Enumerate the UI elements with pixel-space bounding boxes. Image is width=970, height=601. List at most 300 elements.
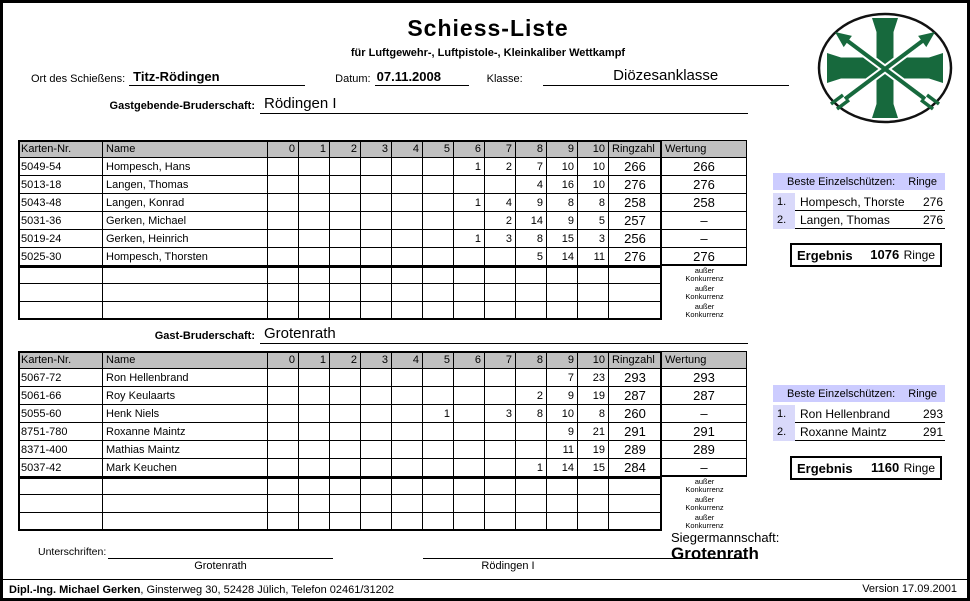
shot-cell[interactable]: [392, 441, 423, 459]
page-subtitle: für Luftgewehr-, Luftpistole-, Kleinkaliber Wettkampf: [350, 47, 626, 59]
klasse-label: Klasse:: [486, 73, 523, 85]
table-row: [18, 194, 747, 212]
shot-cell[interactable]: [454, 284, 485, 302]
shot-cell[interactable]: [516, 477, 547, 495]
shot-cell[interactable]: [361, 459, 392, 477]
shot-cell[interactable]: [330, 441, 361, 459]
shot-cell[interactable]: [361, 230, 392, 248]
shot-cell[interactable]: [516, 284, 547, 302]
shot-cell[interactable]: [268, 369, 299, 387]
shot-cell[interactable]: 2: [485, 158, 516, 176]
header-cell-score: 7: [485, 351, 516, 369]
shot-cell[interactable]: [485, 284, 516, 302]
shot-cell[interactable]: 15: [578, 459, 609, 477]
shot-cell[interactable]: [392, 477, 423, 495]
shot-cell[interactable]: [454, 441, 485, 459]
karten-cell[interactable]: [18, 477, 103, 495]
shot-cell[interactable]: [454, 513, 485, 531]
shot-cell[interactable]: [423, 284, 454, 302]
shot-cell[interactable]: [392, 248, 423, 266]
shot-cell[interactable]: 15: [547, 230, 578, 248]
shot-cell[interactable]: 1: [454, 158, 485, 176]
header-cell-score: 1: [299, 140, 330, 158]
table-row: [18, 441, 747, 459]
shot-cell[interactable]: [330, 495, 361, 513]
shot-cell[interactable]: [454, 266, 485, 284]
shot-cell[interactable]: [454, 369, 485, 387]
shot-cell[interactable]: [330, 230, 361, 248]
name-cell[interactable]: Roy Keulaarts: [103, 387, 268, 405]
shot-cell[interactable]: 10: [578, 158, 609, 176]
shot-cell[interactable]: 5: [578, 212, 609, 230]
shot-cell[interactable]: [485, 302, 516, 320]
shot-cell[interactable]: [392, 423, 423, 441]
table-row: [18, 423, 747, 441]
table-empty-row: [18, 477, 747, 495]
shot-cell[interactable]: [268, 248, 299, 266]
ergebnis-unit: Ringe: [903, 248, 935, 262]
name-cell[interactable]: Hompesch, Thorsten: [103, 248, 268, 266]
ringzahl-cell: 291: [609, 423, 662, 441]
shot-cell[interactable]: 14: [516, 212, 547, 230]
shot-cell[interactable]: [423, 302, 454, 320]
shot-cell[interactable]: 19: [578, 441, 609, 459]
shot-cell[interactable]: [392, 302, 423, 320]
shot-cell[interactable]: [423, 423, 454, 441]
shot-cell[interactable]: [299, 248, 330, 266]
shot-cell[interactable]: 16: [547, 176, 578, 194]
shot-cell[interactable]: [299, 441, 330, 459]
shot-cell[interactable]: [578, 302, 609, 320]
shot-cell[interactable]: [392, 266, 423, 284]
shot-cell[interactable]: [361, 477, 392, 495]
header-cell-score: 8: [516, 140, 547, 158]
shot-cell[interactable]: 7: [516, 158, 547, 176]
karten-cell[interactable]: 5049-54: [18, 158, 103, 176]
name-cell[interactable]: [103, 284, 268, 302]
shot-cell[interactable]: [516, 423, 547, 441]
shot-cell[interactable]: 8: [578, 405, 609, 423]
shot-cell[interactable]: [330, 266, 361, 284]
shot-cell[interactable]: [454, 459, 485, 477]
shot-cell[interactable]: [299, 513, 330, 531]
wertung-cell: –: [662, 230, 747, 248]
shot-cell[interactable]: [330, 212, 361, 230]
best-shooter-row: [773, 193, 945, 211]
header-cell-score: 5: [423, 351, 454, 369]
shot-cell[interactable]: [516, 266, 547, 284]
name-cell[interactable]: Gerken, Heinrich: [103, 230, 268, 248]
shot-cell[interactable]: [268, 194, 299, 212]
shot-cell[interactable]: [454, 477, 485, 495]
signature-line-right[interactable]: [423, 544, 748, 559]
shot-cell[interactable]: [392, 230, 423, 248]
shot-cell[interactable]: [423, 369, 454, 387]
name-cell[interactable]: Roxanne Maintz: [103, 423, 268, 441]
shot-cell[interactable]: 9: [547, 387, 578, 405]
shot-cell[interactable]: [361, 387, 392, 405]
header-field-row: [31, 67, 796, 86]
ringzahl-cell: 287: [609, 387, 662, 405]
karten-cell[interactable]: 5055-60: [18, 405, 103, 423]
shot-cell[interactable]: 1: [454, 194, 485, 212]
shot-cell[interactable]: [423, 230, 454, 248]
shot-cell[interactable]: 3: [485, 230, 516, 248]
shot-cell[interactable]: [485, 176, 516, 194]
shot-cell[interactable]: [330, 423, 361, 441]
karten-cell[interactable]: 5043-48: [18, 194, 103, 212]
karten-cell[interactable]: 5037-42: [18, 459, 103, 477]
shot-cell[interactable]: 8: [516, 230, 547, 248]
shot-cell[interactable]: [423, 495, 454, 513]
shot-cell[interactable]: [361, 405, 392, 423]
siegermannschaft-value: Grotenrath: [671, 544, 759, 563]
shot-cell[interactable]: [361, 248, 392, 266]
shot-cell[interactable]: [299, 176, 330, 194]
shot-cell[interactable]: [454, 405, 485, 423]
shot-cell[interactable]: [485, 369, 516, 387]
shot-cell[interactable]: 3: [578, 230, 609, 248]
ort-field[interactable]: Titz-Rödingen: [129, 69, 305, 86]
shot-cell[interactable]: 9: [547, 423, 578, 441]
shot-cell[interactable]: [268, 387, 299, 405]
shot-cell[interactable]: [330, 459, 361, 477]
shot-cell[interactable]: 4: [516, 176, 547, 194]
shot-cell[interactable]: [423, 158, 454, 176]
header-cell-score: 6: [454, 140, 485, 158]
best-shooters-panel-guest: [773, 385, 945, 441]
shot-cell[interactable]: [392, 212, 423, 230]
shot-cell[interactable]: [485, 495, 516, 513]
shot-cell[interactable]: [299, 495, 330, 513]
shot-cell[interactable]: [330, 369, 361, 387]
ausser-konkurrenz-note: außer Konkurrenz: [685, 495, 724, 512]
shot-cell[interactable]: [361, 176, 392, 194]
header-cell-karten-nr: Karten-Nr.: [18, 140, 103, 158]
shot-cell[interactable]: [454, 302, 485, 320]
shot-cell[interactable]: [578, 513, 609, 531]
shot-cell[interactable]: [361, 302, 392, 320]
shot-cell[interactable]: [299, 459, 330, 477]
shot-cell[interactable]: [547, 513, 578, 531]
ergebnis-value: 1076: [870, 247, 900, 262]
shot-cell[interactable]: 23: [578, 369, 609, 387]
shot-cell[interactable]: [330, 387, 361, 405]
name-cell[interactable]: [103, 266, 268, 284]
shot-cell[interactable]: [485, 477, 516, 495]
shot-cell[interactable]: 14: [547, 459, 578, 477]
datum-label: Datum:: [335, 73, 371, 85]
shot-cell[interactable]: [392, 459, 423, 477]
best-title: Beste Einzelschützen:: [787, 175, 896, 188]
shot-cell[interactable]: [516, 369, 547, 387]
shot-cell[interactable]: [361, 212, 392, 230]
shot-cell[interactable]: 10: [578, 176, 609, 194]
shot-cell[interactable]: 2: [485, 212, 516, 230]
shot-cell[interactable]: [299, 477, 330, 495]
header-cell-score: 5: [423, 140, 454, 158]
shot-cell[interactable]: [423, 459, 454, 477]
shot-cell[interactable]: 8: [547, 194, 578, 212]
shot-cell[interactable]: 7: [547, 369, 578, 387]
shot-cell[interactable]: [454, 387, 485, 405]
shot-cell[interactable]: [268, 302, 299, 320]
shot-cell[interactable]: [454, 176, 485, 194]
karten-cell[interactable]: 5013-18: [18, 176, 103, 194]
shot-cell[interactable]: [330, 477, 361, 495]
shot-cell[interactable]: [361, 441, 392, 459]
shot-cell[interactable]: [547, 477, 578, 495]
datum-field[interactable]: 07.11.2008: [375, 69, 469, 86]
shot-cell[interactable]: [485, 513, 516, 531]
shot-cell[interactable]: [454, 423, 485, 441]
shot-cell[interactable]: 1: [516, 459, 547, 477]
shot-cell[interactable]: [392, 369, 423, 387]
signature-caption-right: Rödingen I: [481, 560, 535, 572]
shot-cell[interactable]: [361, 495, 392, 513]
shot-cell[interactable]: 1: [454, 230, 485, 248]
karten-cell[interactable]: 8751-780: [18, 423, 103, 441]
shot-cell[interactable]: [330, 513, 361, 531]
shot-cell[interactable]: [268, 405, 299, 423]
shot-cell[interactable]: [392, 284, 423, 302]
shot-cell[interactable]: [485, 387, 516, 405]
name-cell[interactable]: Henk Niels: [103, 405, 268, 423]
shot-cell[interactable]: [299, 194, 330, 212]
shot-cell[interactable]: [516, 441, 547, 459]
shot-cell[interactable]: [516, 513, 547, 531]
shot-cell[interactable]: [423, 248, 454, 266]
shot-cell[interactable]: [392, 158, 423, 176]
shot-cell[interactable]: [268, 176, 299, 194]
shot-cell[interactable]: [330, 176, 361, 194]
shot-cell[interactable]: [330, 405, 361, 423]
shot-cell[interactable]: [547, 302, 578, 320]
shot-cell[interactable]: 10: [547, 158, 578, 176]
shot-cell[interactable]: [299, 369, 330, 387]
footer-divider: [3, 579, 970, 580]
best-ringe-label: Ringe: [908, 175, 937, 188]
signature-line-left[interactable]: [108, 544, 333, 559]
shot-cell[interactable]: 14: [547, 248, 578, 266]
shot-cell[interactable]: [547, 284, 578, 302]
karten-cell[interactable]: 5019-24: [18, 230, 103, 248]
shot-cell[interactable]: [299, 230, 330, 248]
shot-cell[interactable]: [547, 266, 578, 284]
guest-section-row: [18, 325, 748, 344]
shot-cell[interactable]: [268, 513, 299, 531]
shot-cell[interactable]: 3: [485, 405, 516, 423]
page-title: Schiess-Liste: [407, 15, 569, 41]
karten-cell[interactable]: 5061-66: [18, 387, 103, 405]
name-cell[interactable]: [103, 477, 268, 495]
shot-cell[interactable]: [299, 423, 330, 441]
shot-cell[interactable]: 4: [485, 194, 516, 212]
shot-cell[interactable]: [361, 513, 392, 531]
ringzahl-cell: 256: [609, 230, 662, 248]
shot-cell[interactable]: [578, 266, 609, 284]
ringzahl-cell: [609, 266, 662, 284]
shot-cell[interactable]: [268, 158, 299, 176]
shot-cell[interactable]: [330, 158, 361, 176]
shot-cell[interactable]: [268, 212, 299, 230]
name-cell[interactable]: [103, 495, 268, 513]
shot-cell[interactable]: [578, 495, 609, 513]
shot-cell[interactable]: [516, 495, 547, 513]
name-cell[interactable]: Langen, Konrad: [103, 194, 268, 212]
shot-cell[interactable]: [299, 266, 330, 284]
shot-cell[interactable]: [423, 194, 454, 212]
name-cell[interactable]: Gerken, Michael: [103, 212, 268, 230]
shot-cell[interactable]: [423, 266, 454, 284]
wertung-cell: –: [662, 405, 747, 423]
shot-cell[interactable]: [361, 266, 392, 284]
shot-cell[interactable]: [268, 459, 299, 477]
wertung-cell: 258: [662, 194, 747, 212]
shot-cell[interactable]: 9: [516, 194, 547, 212]
shot-cell[interactable]: [330, 284, 361, 302]
shot-cell[interactable]: 5: [516, 248, 547, 266]
karten-cell[interactable]: 8371-400: [18, 441, 103, 459]
name-cell[interactable]: Hompesch, Hans: [103, 158, 268, 176]
karten-cell[interactable]: 5031-36: [18, 212, 103, 230]
shot-cell[interactable]: [392, 387, 423, 405]
host-section-row: [18, 95, 748, 114]
karten-cell[interactable]: [18, 495, 103, 513]
shot-cell[interactable]: [361, 158, 392, 176]
shot-cell[interactable]: [485, 266, 516, 284]
shot-cell[interactable]: 19: [578, 387, 609, 405]
karten-cell[interactable]: 5067-72: [18, 369, 103, 387]
header-cell-score: 10: [578, 351, 609, 369]
shot-cell[interactable]: [299, 284, 330, 302]
shot-cell[interactable]: [392, 405, 423, 423]
karten-cell[interactable]: [18, 513, 103, 531]
shot-cell[interactable]: [485, 441, 516, 459]
table-row: [18, 158, 747, 176]
shot-cell[interactable]: [547, 495, 578, 513]
shot-cell[interactable]: [268, 284, 299, 302]
shot-cell[interactable]: 11: [547, 441, 578, 459]
shot-cell[interactable]: [361, 194, 392, 212]
ergebnis-label: Ergebnis: [797, 247, 853, 263]
shot-cell[interactable]: [454, 248, 485, 266]
shot-cell[interactable]: [423, 212, 454, 230]
name-cell[interactable]: Mark Keuchen: [103, 459, 268, 477]
wertung-cell: 287: [662, 387, 747, 405]
table-row: [18, 405, 747, 423]
shot-cell[interactable]: [330, 302, 361, 320]
ort-label: Ort des Schießens:: [31, 73, 126, 85]
wertung-cell: –: [662, 212, 747, 230]
shot-cell[interactable]: 8: [578, 194, 609, 212]
shot-cell[interactable]: [392, 495, 423, 513]
name-cell[interactable]: Mathias Maintz: [103, 441, 268, 459]
shot-cell[interactable]: [299, 405, 330, 423]
header-cell-score: 2: [330, 351, 361, 369]
ausser-konkurrenz-note: außer Konkurrenz: [685, 513, 724, 530]
shot-cell[interactable]: [423, 387, 454, 405]
best-shooters-header: [773, 173, 945, 190]
best-ringe-label: Ringe: [908, 387, 937, 400]
wertung-cell: 276: [662, 176, 747, 194]
table-row: [18, 230, 747, 248]
klasse-field[interactable]: Diözesanklasse: [543, 67, 789, 86]
shot-cell[interactable]: [423, 441, 454, 459]
shot-cell[interactable]: [268, 477, 299, 495]
shot-cell[interactable]: [423, 477, 454, 495]
karten-cell[interactable]: 5025-30: [18, 248, 103, 266]
shot-cell[interactable]: 9: [547, 212, 578, 230]
shot-cell[interactable]: 11: [578, 248, 609, 266]
shot-cell[interactable]: [485, 459, 516, 477]
shot-cell[interactable]: 10: [547, 405, 578, 423]
shot-cell[interactable]: [423, 513, 454, 531]
shot-cell[interactable]: [268, 230, 299, 248]
best-name: Ron Hellenbrand: [800, 407, 891, 421]
karten-cell[interactable]: [18, 266, 103, 284]
ergebnis-unit: Ringe: [903, 461, 935, 475]
name-cell[interactable]: [103, 302, 268, 320]
shot-cell[interactable]: 8: [516, 405, 547, 423]
header-cell-ringzahl: Ringzahl: [609, 351, 662, 369]
shot-cell[interactable]: [361, 284, 392, 302]
shot-cell[interactable]: [268, 266, 299, 284]
shot-cell[interactable]: [299, 302, 330, 320]
karten-cell[interactable]: [18, 302, 103, 320]
shot-cell[interactable]: [299, 158, 330, 176]
footer-contact: [9, 584, 394, 596]
shot-cell[interactable]: 2: [516, 387, 547, 405]
cross-arrows-icon: [815, 11, 955, 125]
shot-cell[interactable]: [330, 248, 361, 266]
name-cell[interactable]: Langen, Thomas: [103, 176, 268, 194]
shot-cell[interactable]: [454, 495, 485, 513]
shot-cell[interactable]: [392, 194, 423, 212]
shot-cell[interactable]: [330, 194, 361, 212]
shot-cell[interactable]: [361, 369, 392, 387]
guest-section-field[interactable]: Grotenrath: [260, 325, 748, 344]
table-row: [18, 248, 747, 266]
shot-cell[interactable]: [392, 176, 423, 194]
karten-cell[interactable]: [18, 284, 103, 302]
shot-cell[interactable]: 21: [578, 423, 609, 441]
best-shooter-row: [773, 423, 945, 441]
shot-cell[interactable]: [485, 248, 516, 266]
name-cell[interactable]: [103, 513, 268, 531]
shot-cell[interactable]: [268, 441, 299, 459]
shot-cell[interactable]: [423, 176, 454, 194]
shot-cell[interactable]: [516, 302, 547, 320]
shot-cell[interactable]: [578, 284, 609, 302]
shot-cell[interactable]: [361, 423, 392, 441]
header-cell-score: 8: [516, 351, 547, 369]
ringzahl-cell: 284: [609, 459, 662, 477]
shot-cell[interactable]: [268, 423, 299, 441]
shot-cell[interactable]: [299, 212, 330, 230]
shot-cell[interactable]: [578, 477, 609, 495]
name-cell[interactable]: Ron Hellenbrand: [103, 369, 268, 387]
shot-cell[interactable]: [454, 212, 485, 230]
shot-cell[interactable]: [392, 513, 423, 531]
shot-cell[interactable]: [268, 495, 299, 513]
host-section-field[interactable]: Rödingen I: [260, 95, 748, 114]
shot-cell[interactable]: 1: [423, 405, 454, 423]
shot-cell[interactable]: [299, 387, 330, 405]
best-name: Roxanne Maintz: [800, 425, 887, 439]
shot-cell[interactable]: [485, 423, 516, 441]
ringzahl-cell: 276: [609, 248, 662, 266]
